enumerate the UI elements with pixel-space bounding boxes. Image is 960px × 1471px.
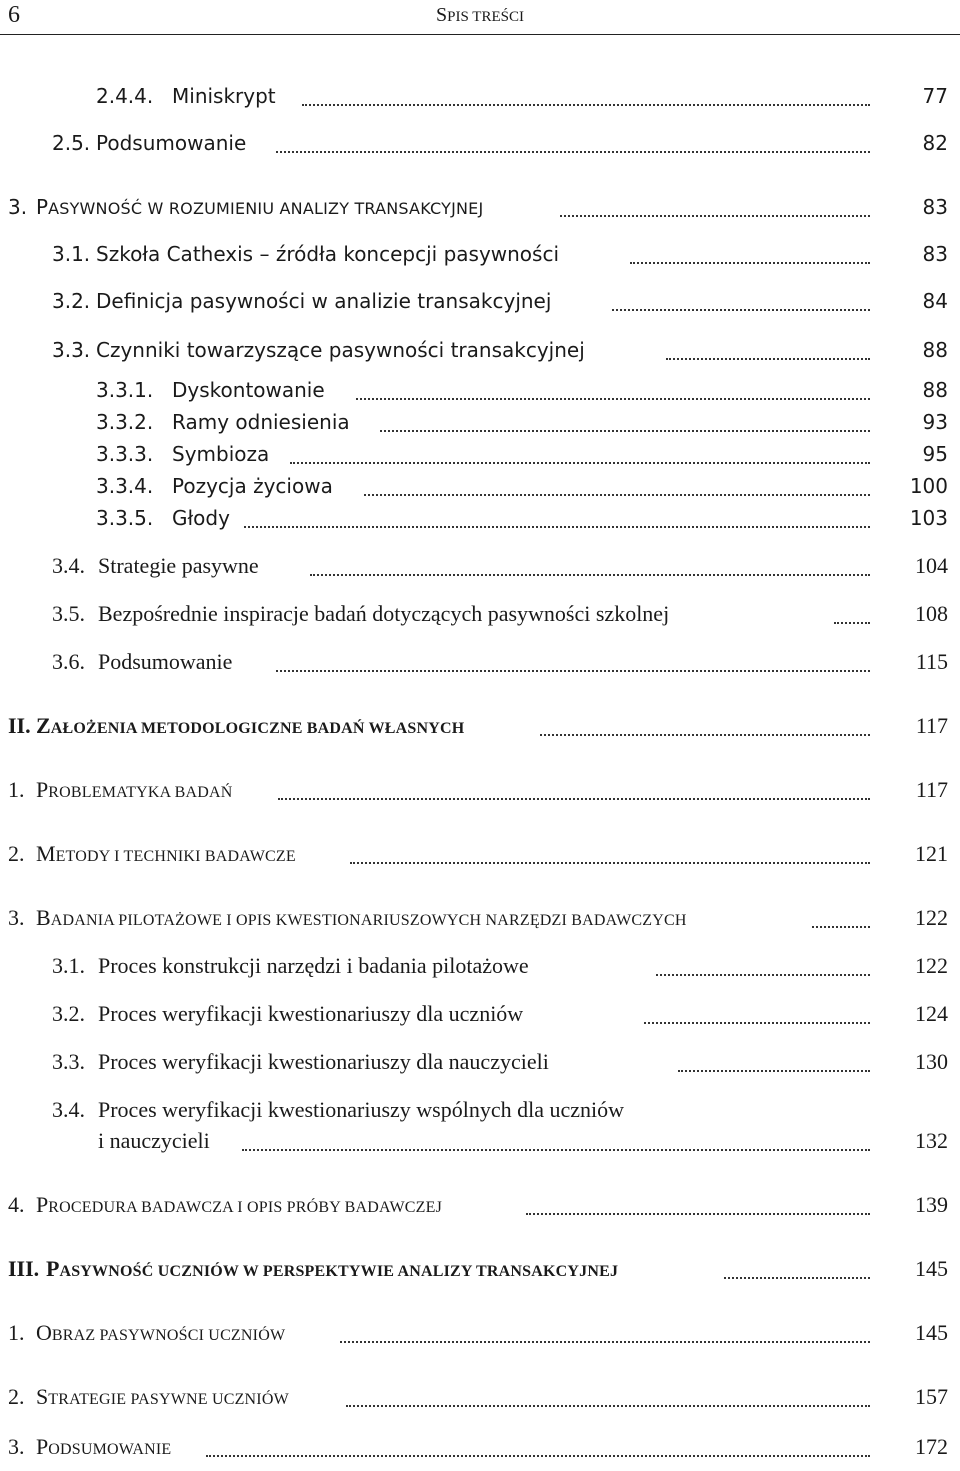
dot-leader bbox=[526, 1185, 870, 1215]
dot-leader bbox=[244, 498, 870, 528]
page-number: 6 bbox=[8, 2, 20, 28]
toc-entry[interactable]: 3.1. Proces konstrukcji narzędzi i badania pilotażowe 122 bbox=[0, 952, 960, 984]
dot-leader bbox=[630, 234, 870, 264]
dot-leader bbox=[346, 1377, 870, 1407]
dot-leader bbox=[206, 1427, 870, 1457]
toc-entry[interactable]: 3. PASYWNOŚĆ W ROZUMIENIU ANALIZY TRANSAKCYJNEJ 83 bbox=[0, 193, 960, 225]
dot-leader bbox=[612, 281, 870, 311]
toc-entry[interactable]: 1. PROBLEMATYKA BADAŃ 117 bbox=[0, 776, 960, 808]
dot-leader bbox=[812, 898, 870, 928]
toc-entry[interactable]: 3.4. Strategie pasywne 104 bbox=[0, 552, 960, 584]
toc-entry[interactable]: 2. STRATEGIE PASYWNE UCZNIÓW 157 bbox=[0, 1383, 960, 1415]
dot-leader bbox=[666, 330, 870, 360]
toc-entry[interactable]: 2. METODY I TECHNIKI BADAWCZE 121 bbox=[0, 840, 960, 872]
dot-leader bbox=[350, 834, 870, 864]
dot-leader bbox=[356, 370, 870, 400]
toc-entry[interactable]: 3.3.1. Dyskontowanie 88 bbox=[0, 376, 960, 408]
dot-leader bbox=[364, 466, 870, 496]
toc-entry[interactable]: III. PASYWNOŚĆ UCZNIÓW W PERSPEKTYWIE ANALIZY TRANSAKCYJNEJ 145 bbox=[0, 1255, 960, 1287]
dot-leader bbox=[276, 123, 870, 153]
toc-entry[interactable]: 3.3.3. Symbioza 95 bbox=[0, 440, 960, 472]
dot-leader bbox=[278, 770, 870, 800]
toc-entry[interactable]: 1. OBRAZ PASYWNOŚCI UCZNIÓW 145 bbox=[0, 1319, 960, 1351]
dot-leader bbox=[302, 76, 870, 106]
dot-leader bbox=[724, 1249, 870, 1279]
toc-entry[interactable]: 3.4. Proces weryfikacji kwestionariuszy wspólnych dla uczniów i nauczycieli 132 bbox=[52, 1097, 948, 1153]
dot-leader bbox=[644, 994, 870, 1024]
toc-entry[interactable]: 3.3.5. Głody 103 bbox=[0, 504, 960, 536]
dot-leader bbox=[290, 434, 870, 464]
dot-leader bbox=[242, 1121, 870, 1151]
toc-entry[interactable]: 2.5. Podsumowanie 82 bbox=[0, 129, 960, 161]
dot-leader bbox=[560, 187, 870, 217]
dot-leader bbox=[310, 546, 870, 576]
dot-leader bbox=[656, 946, 870, 976]
running-title: SPIS TREŚCI bbox=[436, 4, 524, 26]
toc-entry[interactable]: 3.3.4. Pozycja życiowa 100 bbox=[0, 472, 960, 504]
toc-entry[interactable]: 3.2. Definicja pasywności w analizie transakcyjnej 84 bbox=[0, 287, 960, 319]
toc-entry[interactable]: 3. PODSUMOWANIE 172 bbox=[0, 1433, 960, 1465]
toc-entry[interactable]: 2.4.4. Miniskrypt 77 bbox=[0, 82, 960, 114]
toc-entry[interactable]: 3.5. Bezpośrednie inspiracje badań dotyczących pasywności szkolnej 108 bbox=[0, 600, 960, 632]
toc-entry[interactable]: 3.6. Podsumowanie 115 bbox=[0, 648, 960, 680]
dot-leader bbox=[276, 642, 870, 672]
dot-leader bbox=[678, 1042, 870, 1072]
dot-leader bbox=[340, 1313, 870, 1343]
toc-entry[interactable]: 3.1. Szkoła Cathexis – źródła koncepcji pasywności 83 bbox=[0, 240, 960, 272]
toc-entry[interactable]: 4. PROCEDURA BADAWCZA I OPIS PRÓBY BADAWCZEJ 139 bbox=[0, 1191, 960, 1223]
toc-entry[interactable]: 3.3. Czynniki towarzyszące pasywności transakcyjnej 88 bbox=[0, 336, 960, 368]
dot-leader bbox=[380, 402, 870, 432]
toc-entry[interactable]: 3. BADANIA PILOTAŻOWE I OPIS KWESTIONARIUSZOWYCH NARZĘDZI BADAWCZYCH 122 bbox=[0, 904, 960, 936]
toc-entry[interactable]: 3.2. Proces weryfikacji kwestionariuszy dla uczniów 124 bbox=[0, 1000, 960, 1032]
dot-leader bbox=[834, 594, 870, 624]
toc-entry[interactable]: 3.3.2. Ramy odniesienia 93 bbox=[0, 408, 960, 440]
toc-entry[interactable]: II. ZAŁOŻENIA METODOLOGICZNE BADAŃ WŁASNYCH 117 bbox=[0, 712, 960, 744]
dot-leader bbox=[540, 706, 870, 736]
toc-entry[interactable]: 3.3. Proces weryfikacji kwestionariuszy dla nauczycieli 130 bbox=[0, 1048, 960, 1080]
